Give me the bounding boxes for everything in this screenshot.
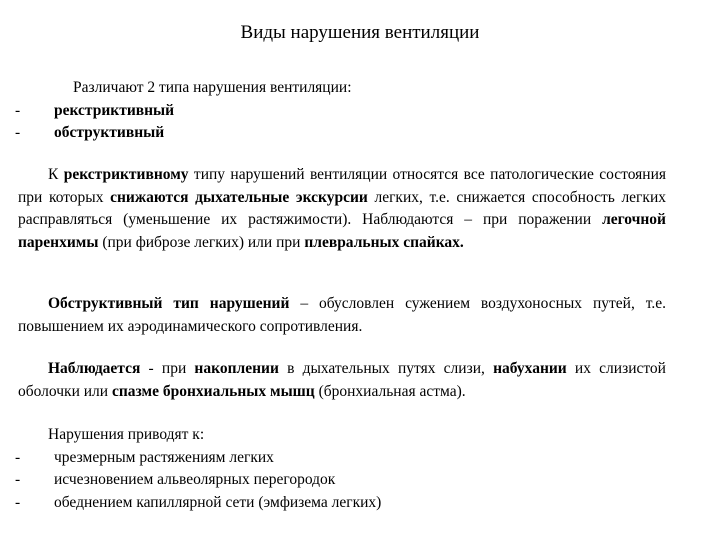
bold-run: набухании xyxy=(493,360,567,377)
list-item xyxy=(15,447,666,470)
consequence-item: чрезмерным растяжениям легких xyxy=(54,448,274,466)
consequences-intro: Нарушения приводят к: xyxy=(48,426,205,443)
bold-run: плевральных спайках. xyxy=(304,233,464,251)
bold-run: легочной паренхимы xyxy=(18,211,666,251)
consequence-item: исчезновением альвеолярных перегородок xyxy=(54,471,336,488)
restrictive-paragraph xyxy=(18,164,666,254)
list-item xyxy=(15,469,666,492)
consequence-item: обеднением капиллярной сети (эмфизема легких) xyxy=(54,493,382,511)
obstructive-paragraph xyxy=(18,293,666,338)
types-intro-line xyxy=(18,77,666,100)
bullet-dash: - xyxy=(15,471,21,488)
consequences-list xyxy=(15,424,666,514)
bold-run: накоплении xyxy=(194,360,279,377)
list-item xyxy=(15,122,666,145)
list-item xyxy=(15,100,666,123)
text-run: (при фиброзе легких) или при xyxy=(98,233,305,251)
types-list xyxy=(15,77,666,145)
text-run: типу нарушений вентиляции относятся все патологические состояния при которых xyxy=(18,166,666,206)
text-run: их слизистой оболочки или xyxy=(18,360,666,400)
bold-run: снижаются дыхательные экскурсии xyxy=(110,188,368,206)
bold-run: Обструктивный тип нарушений xyxy=(48,295,290,312)
types-intro: Различают 2 типа нарушения вентиляции: xyxy=(73,79,352,96)
text-run: (бронхиальная астма). xyxy=(314,382,466,400)
bullet-dash: - xyxy=(15,448,21,466)
bold-run: спазме бронхиальных мышц xyxy=(111,382,315,400)
bullet-dash: - xyxy=(15,493,21,511)
bold-run: рекстриктивному xyxy=(63,166,189,183)
page-title: Виды нарушения вентиляции xyxy=(240,22,480,43)
type-restrictive: рекстриктивный xyxy=(54,101,175,119)
text-run: К xyxy=(48,166,59,183)
text-run: легких, т.е. снижается способность легких расправляться (уменьшение их растяжимости). Наблюдаются – при поражении xyxy=(18,188,666,228)
bullet-dash: - xyxy=(15,124,21,141)
text-run: – обусловлен сужением воздухоносных путей, т.е. повышением их аэродинамического сопротивления. xyxy=(18,295,667,335)
list-item xyxy=(15,492,666,515)
bold-run: Наблюдается xyxy=(48,360,141,377)
text-run: в дыхательных путях слизи, xyxy=(278,360,494,377)
bullet-dash: - xyxy=(15,101,21,119)
observed-paragraph xyxy=(18,358,666,403)
text-run: - при xyxy=(140,360,195,377)
type-obstructive: обструктивный xyxy=(54,124,165,141)
consequences-intro-line xyxy=(18,424,666,447)
